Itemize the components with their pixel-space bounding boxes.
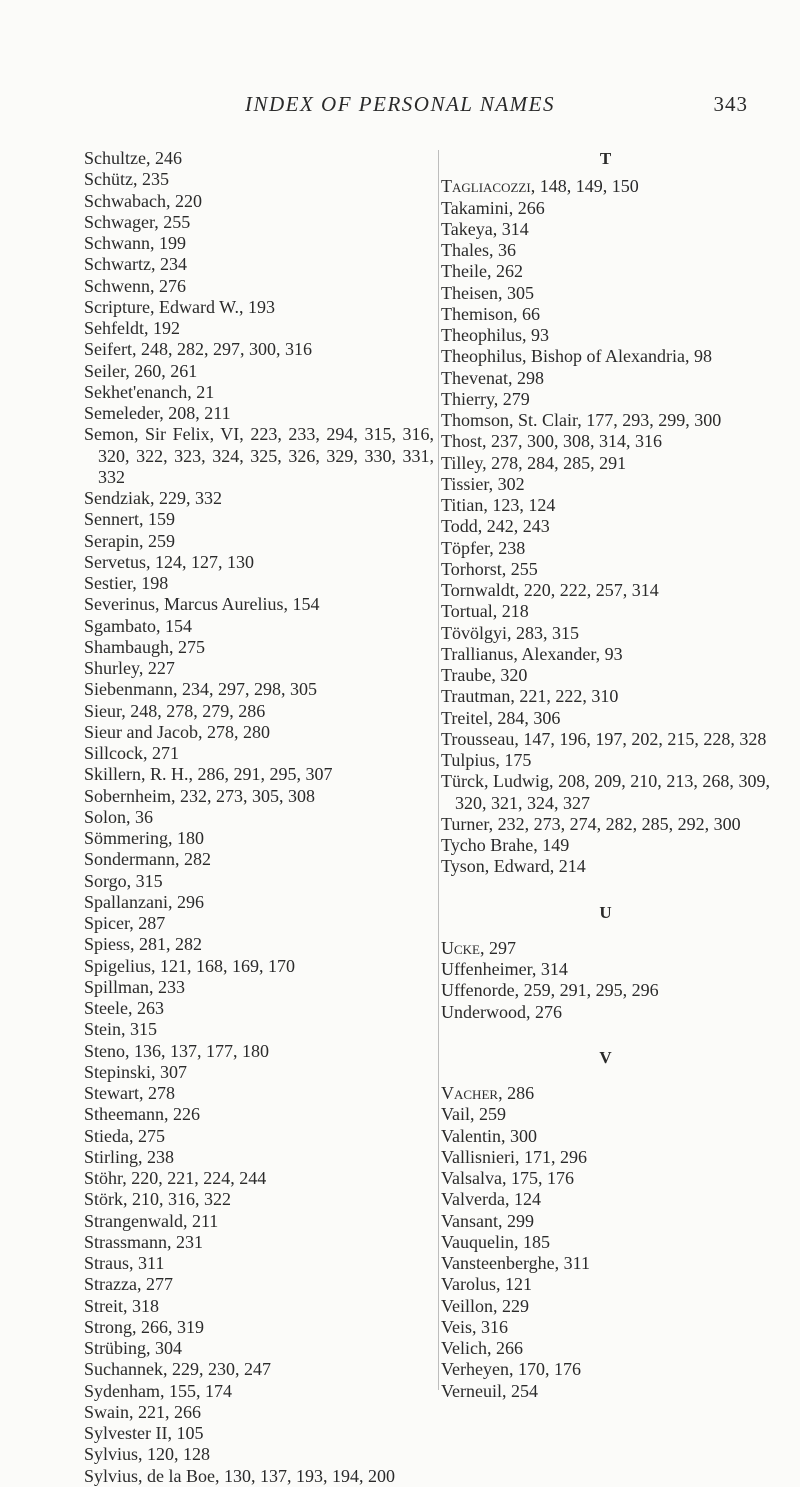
index-entry: Schultze, 246: [84, 148, 182, 168]
index-entry: Stieda, 275: [84, 1125, 165, 1146]
index-entry: Verneuil, 254: [441, 1380, 538, 1401]
entry-name-smallcaps: Ucke: [441, 937, 480, 958]
index-entry: Veis, 316: [441, 1316, 508, 1337]
index-entry: Themison, 66: [441, 303, 540, 324]
index-entry: Schwabach, 220: [84, 190, 202, 211]
page-number: 343: [713, 92, 748, 116]
index-entry: Traube, 320: [441, 665, 528, 685]
index-entry: Streit, 318: [84, 1295, 159, 1316]
index-entry: Varolus, 121: [441, 1274, 532, 1295]
entry-name-smallcaps: Vacher: [441, 1083, 499, 1103]
index-entry: Vansant, 299: [441, 1210, 534, 1231]
index-entry: Tilley, 278, 284, 285, 291: [441, 452, 627, 473]
index-entry: Sennert, 159: [84, 509, 175, 530]
index-entry: Sieur and Jacob, 278, 280: [84, 721, 270, 742]
index-entry: Seiler, 260, 261: [84, 360, 198, 381]
section-letter: T: [599, 149, 612, 168]
index-entry: Sgambato, 154: [84, 615, 192, 636]
index-entry: Sömmering, 180: [84, 828, 204, 848]
index-entry: Strübing, 304: [84, 1338, 183, 1358]
index-entry: Vauquelin, 185: [441, 1231, 550, 1252]
index-entry: Velich, 266: [441, 1338, 523, 1358]
index-entry: Stheemann, 226: [84, 1104, 200, 1125]
index-entry: Schwartz, 234: [84, 254, 187, 275]
index-entry: Sylvester II, 105: [84, 1423, 204, 1443]
index-entry: Valsalva, 175, 176: [441, 1168, 574, 1188]
index-entry: Sylvius, 120, 128: [84, 1444, 211, 1465]
index-entry: Uffenheimer, 314: [441, 959, 568, 979]
index-entry: Theophilus, 93: [441, 325, 549, 345]
index-entry: Tycho Brahe, 149: [441, 835, 570, 855]
index-column-right: [441, 148, 770, 1402]
section-letter: U: [599, 902, 612, 922]
index-entry: Tortual, 218: [441, 601, 529, 622]
index-entry: Tornwaldt, 220, 222, 257, 314: [441, 580, 659, 600]
index-entry: Valentin, 300: [441, 1125, 537, 1146]
index-entry: Tulpius, 175: [441, 750, 532, 770]
index-entry: Spicer, 287: [84, 913, 166, 933]
index-entry: Schwann, 199: [84, 233, 186, 253]
index-entry: Suchannek, 229, 230, 247: [84, 1359, 271, 1380]
index-entry: Strong, 266, 319: [84, 1316, 205, 1337]
index-entry: Töpfer, 238: [441, 537, 526, 558]
index-entry: Störk, 210, 316, 322: [84, 1189, 232, 1210]
index-entry: Spallanzani, 296: [84, 891, 204, 912]
index-entry: Servetus, 124, 127, 130: [84, 551, 254, 572]
index-entry: Stöhr, 220, 221, 224, 244: [84, 1168, 267, 1188]
index-entry: Schwager, 255: [84, 211, 191, 232]
index-entry: [441, 938, 770, 959]
index-entry: Shambaugh, 275: [84, 636, 205, 657]
index-entry: Thost, 237, 300, 308, 314, 316: [441, 431, 663, 452]
index-entry: Vail, 259: [441, 1104, 506, 1125]
index-entry: Theisen, 305: [441, 282, 534, 303]
index-entry: Semon, Sir Felix, VI, 223, 233, 294, 315, 316, 320, 322, 323, 324, 325, 326, 329, 330, 331, 332: [84, 424, 434, 487]
index-entry: Schwenn, 276: [84, 275, 186, 296]
index-entry: Tyson, Edward, 214: [441, 856, 586, 877]
index-entry: Titian, 123, 124: [441, 495, 556, 515]
running-header: [0, 92, 800, 122]
index-entry: Theophilus, Bishop of Alexandria, 98: [441, 346, 712, 367]
index-entry: Tövölgyi, 283, 315: [441, 622, 579, 643]
index-entry: Todd, 242, 243: [441, 516, 550, 537]
index-entry: [441, 1083, 770, 1104]
index-entry: Swain, 221, 266: [84, 1401, 201, 1422]
index-entry: Theile, 262: [441, 261, 523, 282]
column-divider: [438, 150, 439, 1390]
index-entry: Steele, 263: [84, 998, 164, 1018]
section-letter: V: [599, 1047, 612, 1067]
index-entry: Trautman, 221, 222, 310: [441, 686, 619, 707]
index-entry: Turner, 232, 273, 274, 282, 285, 292, 300: [441, 813, 741, 834]
index-entry: Takamini, 266: [441, 197, 545, 218]
index-entry: Trousseau, 147, 196, 197, 202, 215, 228, 328: [441, 728, 767, 749]
index-entry: Stein, 315: [84, 1019, 158, 1040]
index-entry: Strassmann, 231: [84, 1231, 203, 1252]
index-entry: [441, 176, 770, 197]
index-column-left: [84, 148, 434, 1487]
index-entry: Sylvius, de la Boe, 130, 137, 193, 194, 200: [84, 1465, 395, 1486]
index-entry: Stepinski, 307: [84, 1061, 188, 1082]
index-entry: Sieur, 248, 278, 279, 286: [84, 700, 266, 721]
index-entry: Veillon, 229: [441, 1295, 529, 1316]
index-entry: Severinus, Marcus Aurelius, 154: [84, 594, 320, 615]
index-entry: Straus, 311: [84, 1253, 165, 1273]
index-entry: Sillcock, 271: [84, 743, 179, 763]
entry-pages: , 297: [480, 937, 516, 958]
index-entry: Spillman, 233: [84, 976, 186, 997]
index-entry: Thomson, St. Clair, 177, 293, 299, 300: [441, 410, 722, 430]
index-entry: Sekhet'enanch, 21: [84, 381, 215, 402]
index-entry: Seifert, 248, 282, 297, 300, 316: [84, 339, 312, 360]
index-entry: Sobernheim, 232, 273, 305, 308: [84, 785, 315, 806]
entry-pages: , 286: [498, 1083, 535, 1103]
index-entry: Shurley, 227: [84, 658, 175, 678]
index-entry: Schütz, 235: [84, 169, 169, 190]
index-entry: Strangenwald, 211: [84, 1210, 219, 1231]
index-entry: Sorgo, 315: [84, 870, 163, 891]
entry-pages: , 148, 149, 150: [530, 176, 639, 197]
index-entry: Stewart, 278: [84, 1083, 175, 1103]
index-entry: Uffenorde, 259, 291, 295, 296: [441, 980, 659, 1001]
entry-name-smallcaps: Tagliacozzi: [441, 176, 531, 197]
index-entry: Vansteenberghe, 311: [441, 1253, 590, 1273]
index-entry: Torhorst, 255: [441, 558, 538, 579]
index-entry: Sondermann, 282: [84, 849, 211, 870]
index-entry: Tissier, 302: [441, 473, 525, 494]
page-title: INDEX OF PERSONAL NAMES: [244, 92, 555, 116]
index-entry: Takeya, 314: [441, 218, 529, 239]
index-entry: Steno, 136, 137, 177, 180: [84, 1040, 270, 1061]
index-entry: Trallianus, Alexander, 93: [441, 643, 623, 664]
index-entry: Sehfeldt, 192: [84, 318, 180, 338]
index-entry: Thierry, 279: [441, 388, 530, 409]
index-entry: Thevenat, 298: [441, 367, 544, 388]
index-entry: Valverda, 124: [441, 1189, 541, 1210]
index-entry: Underwood, 276: [441, 1001, 562, 1022]
index-entry: Sestier, 198: [84, 573, 169, 593]
index-entry: Serapin, 259: [84, 530, 175, 551]
index-entry: Sendziak, 229, 332: [84, 488, 222, 508]
index-entry: Sydenham, 155, 174: [84, 1380, 232, 1401]
index-entry: Skillern, R. H., 286, 291, 295, 307: [84, 764, 333, 785]
index-entry: Thales, 36: [441, 240, 516, 260]
index-entry: Spiess, 281, 282: [84, 934, 203, 955]
index-entry: Spigelius, 121, 168, 169, 170: [84, 955, 296, 976]
index-entry: Vallisnieri, 171, 296: [441, 1146, 587, 1167]
index-entry: Verheyen, 170, 176: [441, 1359, 581, 1380]
index-entry: Siebenmann, 234, 297, 298, 305: [84, 679, 317, 700]
index-entry: Solon, 36: [84, 806, 154, 827]
index-entry: Treitel, 284, 306: [441, 707, 561, 728]
index-entry: Türck, Ludwig, 208, 209, 210, 213, 268, 309, 320, 321, 324, 327: [441, 771, 770, 813]
index-entry: Stirling, 238: [84, 1146, 175, 1167]
index-entry: Strazza, 277: [84, 1274, 173, 1295]
index-entry: Semeleder, 208, 211: [84, 403, 231, 423]
index-entry: Scripture, Edward W., 193: [84, 296, 275, 317]
